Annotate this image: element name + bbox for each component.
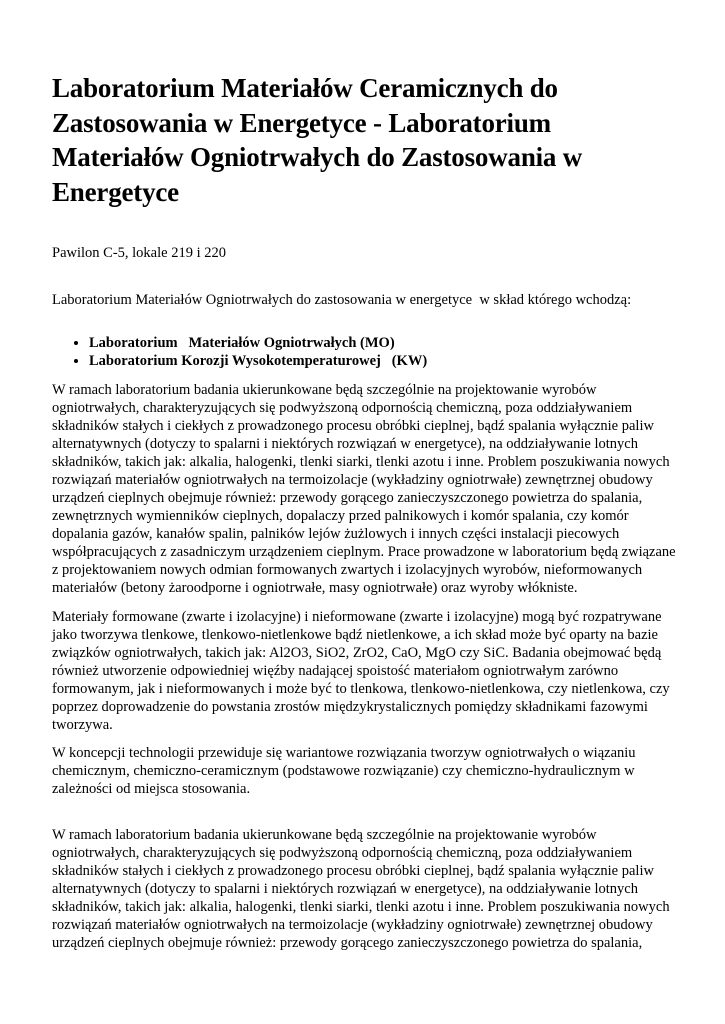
lab-list [52, 334, 427, 370]
paragraph: Materiały formowane (zwarte i izolacyjne) i nieformowane (zwarte i izolacyjne) mogą być rozpatrywane jako tworzywa tlenkowe, tlenkowo-nietlenkowe bądź nietlenkowe, a ich skład może być oparty na bazie związków ogniotrwałych, takich jak: Al2O3, SiO2, ZrO2, CaO, MgO czy SiC. Badania obejmować będą również utworzenie odpowiedniej więźby nadającej spoistość materiałom ogniotrwałym zarówno formowanym, jak i nieformowanych i może być to tlenkowa, tlenkowo-nietlenkowa, czy nietlenkowa, czy poprzez doprowadzenie do powstania zrostów międzykrystalicznych pomiędzy składnikami fazowymi tworzywa. [52, 609, 670, 733]
list-item: • Laboratorium Korozji Wysokotemperaturowej (KW) [89, 352, 427, 370]
paragraph: W koncepcji technologii przewiduje się wariantowe rozwiązania tworzyw ogniotrwałych o wiązaniu chemicznym, chemiczno-ceramicznym (podstawowe rozwiązanie) czy chemiczno-hydraulicznym w zależności od miejsca stosowania. [52, 745, 636, 797]
page-title: Laboratorium Materiałów Ceramicznych do Zastosowania w Energetyce - Laboratorium Materiałów Ogniotrwałych do Zastosowania w Energetyce [52, 73, 583, 207]
location-text: Pawilon C-5, lokale 219 i 220 [52, 245, 226, 261]
list-item: • Laboratorium Materiałów Ogniotrwałych (MO) [89, 334, 427, 352]
paragraph: W ramach laboratorium badania ukierunkowane będą szczególnie na projektowanie wyrobów ogniotrwałych, charakteryzujących się podwyższoną odpornością chemiczną, poza oddziaływaniem składników stałych i ciekłych z prowadzonego procesu obróbki cieplnej, bądź spalania wyłącznie paliw alternatywnych (dotyczy to spalarni i niektórych rozwiązań w energetyce), na oddziaływanie lotnych składników, takich jak: alkalia, halogenki, tlenki siarki, tlenki azotu i inne. Problem poszukiwania nowych rozwiązań materiałów ogniotrwałych na termoizolacje (wykładziny ogniotrwałe) zewnętrznej obudowy urządzeń cieplnych obejmuje również: przewody gorącego zanieczyszczonego powietrza do spalania, [52, 827, 670, 951]
intro-text: Laboratorium Materiałów Ogniotrwałych do zastosowania w energetyce w skład którego wchodzą: [52, 292, 632, 308]
paragraph: W ramach laboratorium badania ukierunkowane będą szczególnie na projektowanie wyrobów ogniotrwałych, charakteryzujących się podwyższoną odpornością chemiczną, poza oddziaływaniem składników stałych i ciekłych z prowadzonego procesu obróbki cieplnej, bądź spalania wyłącznie paliw alternatywnych (dotyczy to spalarni i niektórych rozwiązań w energetyce), na oddziaływanie lotnych składników, takich jak: alkalia, halogenki, tlenki siarki, tlenki azotu i inne. Problem poszukiwania nowych rozwiązań materiałów ogniotrwałych na termoizolacje (wykładziny ogniotrwałe) zewnętrznej obudowy urządzeń cieplnych obejmuje również: przewody gorącego zanieczyszczonego powietrza do spalania, zewnętrznych wymienników cieplnych, dopalaczy przed palnikowych i komór spalania, czy komór dopalania gazów, kanałów spalin, palników lejów żużlowych i innych części instalacji piecowych współpracujących z zasadniczym urządzeniem cieplnym. Prace prowadzone w laboratorium będą związane z projektowaniem nowych odmian formowanych zwartych i izolacyjnych wyrobów, nieformowanych materiałów (betony żaroodporne i ogniotrwałe, masy ogniotrwałe) oraz wyroby włókniste. [52, 382, 676, 596]
